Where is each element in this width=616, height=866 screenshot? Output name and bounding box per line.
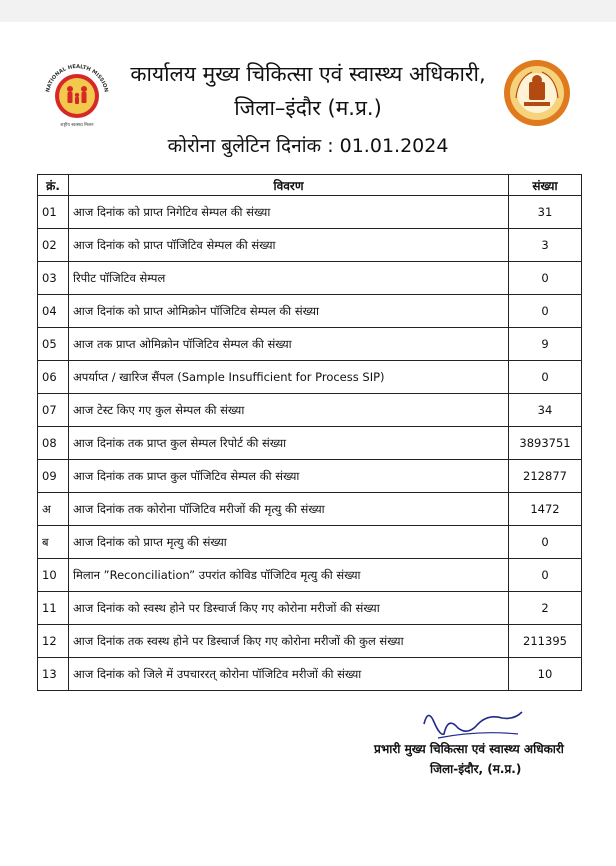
row-count: 0 — [509, 262, 582, 295]
row-serial: 04 — [38, 295, 69, 328]
table-row — [38, 526, 582, 559]
row-count: 0 — [509, 361, 582, 394]
row-count: 9 — [509, 328, 582, 361]
handwritten-signature — [418, 704, 528, 744]
table-header-row — [38, 175, 582, 196]
row-description: आज दिनांक तक प्राप्त कुल सेम्पल रिपोर्ट की संख्या — [69, 427, 509, 460]
row-count: 3893751 — [509, 427, 582, 460]
district-title: जिला–इंदौर (म.प्र.) — [234, 96, 382, 120]
row-count: 0 — [509, 559, 582, 592]
row-count: 1472 — [509, 493, 582, 526]
row-serial: 10 — [38, 559, 69, 592]
row-description: आज दिनांक को प्राप्त मृत्यु की संख्या — [69, 526, 509, 559]
row-description: आज दिनांक को प्राप्त निगेटिव सेम्पल की संख्या — [69, 196, 509, 229]
row-count: 10 — [509, 658, 582, 691]
row-serial: 12 — [38, 625, 69, 658]
table-row — [38, 262, 582, 295]
header-serial: क्रं. — [38, 175, 69, 196]
row-description: आज दिनांक को स्वस्थ होने पर डिस्चार्ज किए गए कोरोना मरीजों की संख्या — [69, 592, 509, 625]
row-description: आज दिनांक तक कोरोना पॉजिटिव मरीजों की मृत्यु की संख्या — [69, 493, 509, 526]
row-description: आज दिनांक तक स्वस्थ होने पर डिस्चार्ज किए गए कोरोना मरीजों की कुल संख्या — [69, 625, 509, 658]
nhm-logo-text: NATIONAL HEALTH MISSION — [45, 63, 109, 93]
row-description: रिपीट पॉजिटिव सेम्पल — [69, 262, 509, 295]
header-count: संख्या — [509, 175, 582, 196]
row-description: आज दिनांक तक प्राप्त कुल पॉजिटिव सेम्पल की संख्या — [69, 460, 509, 493]
row-serial: अ — [38, 493, 69, 526]
table-row — [38, 460, 582, 493]
row-count: 0 — [509, 295, 582, 328]
table-row — [38, 229, 582, 262]
table-row — [38, 592, 582, 625]
row-description: आज दिनांक को प्राप्त ओमिक्रोन पॉजिटिव सेम्पल की संख्या — [69, 295, 509, 328]
nhm-logo-subtext: राष्ट्रीय स्वास्थ्य मिशन — [60, 123, 94, 128]
signatory-designation: प्रभारी मुख्य चिकित्सा एवं स्वास्थ्य अधिकारी — [374, 742, 564, 756]
mp-government-emblem — [502, 58, 572, 128]
row-description: आज तक प्राप्त ओमिक्रोन पॉजिटिव सेम्पल की संख्या — [69, 328, 509, 361]
table-row — [38, 493, 582, 526]
table-row — [38, 328, 582, 361]
row-serial: 01 — [38, 196, 69, 229]
table-row — [38, 559, 582, 592]
header-description: विवरण — [69, 175, 509, 196]
row-count: 211395 — [509, 625, 582, 658]
row-serial: 02 — [38, 229, 69, 262]
row-serial: 06 — [38, 361, 69, 394]
table-row — [38, 196, 582, 229]
row-serial: ब — [38, 526, 69, 559]
office-title: कार्यालय मुख्य चिकित्सा एवं स्वास्थ्य अधिकारी, — [130, 62, 486, 86]
table-row — [38, 658, 582, 691]
row-serial: 03 — [38, 262, 69, 295]
row-serial: 09 — [38, 460, 69, 493]
row-count: 34 — [509, 394, 582, 427]
row-description: मिलान ”Reconciliation” उपरांत कोविड पॉजिटिव मृत्यु की संख्या — [69, 559, 509, 592]
national-health-mission-logo — [40, 56, 114, 130]
row-serial: 11 — [38, 592, 69, 625]
row-count: 3 — [509, 229, 582, 262]
row-description: आज टेस्ट किए गए कुल सेम्पल की संख्या — [69, 394, 509, 427]
bulletin-title: कोरोना बुलेटिन दिनांक : 01.01.2024 — [167, 135, 449, 157]
row-serial: 05 — [38, 328, 69, 361]
row-count: 2 — [509, 592, 582, 625]
signatory-district: जिला-इंदौर, (म.प्र.) — [430, 762, 522, 776]
row-description: आज दिनांक को प्राप्त पॉजिटिव सेम्पल की संख्या — [69, 229, 509, 262]
row-description: अपर्याप्त / खारिज सैंपल (Sample Insufficient for Process SIP) — [69, 361, 509, 394]
row-serial: 13 — [38, 658, 69, 691]
row-count: 0 — [509, 526, 582, 559]
table-row — [38, 295, 582, 328]
row-description: आज दिनांक को जिले में उपचाररत् कोरोना पॉजिटिव मरीजों की संख्या — [69, 658, 509, 691]
table-row — [38, 625, 582, 658]
bulletin-table — [37, 174, 582, 691]
top-band — [0, 0, 616, 22]
row-serial: 08 — [38, 427, 69, 460]
table-row — [38, 361, 582, 394]
row-count: 31 — [509, 196, 582, 229]
row-serial: 07 — [38, 394, 69, 427]
row-count: 212877 — [509, 460, 582, 493]
table-row — [38, 394, 582, 427]
table-row — [38, 427, 582, 460]
